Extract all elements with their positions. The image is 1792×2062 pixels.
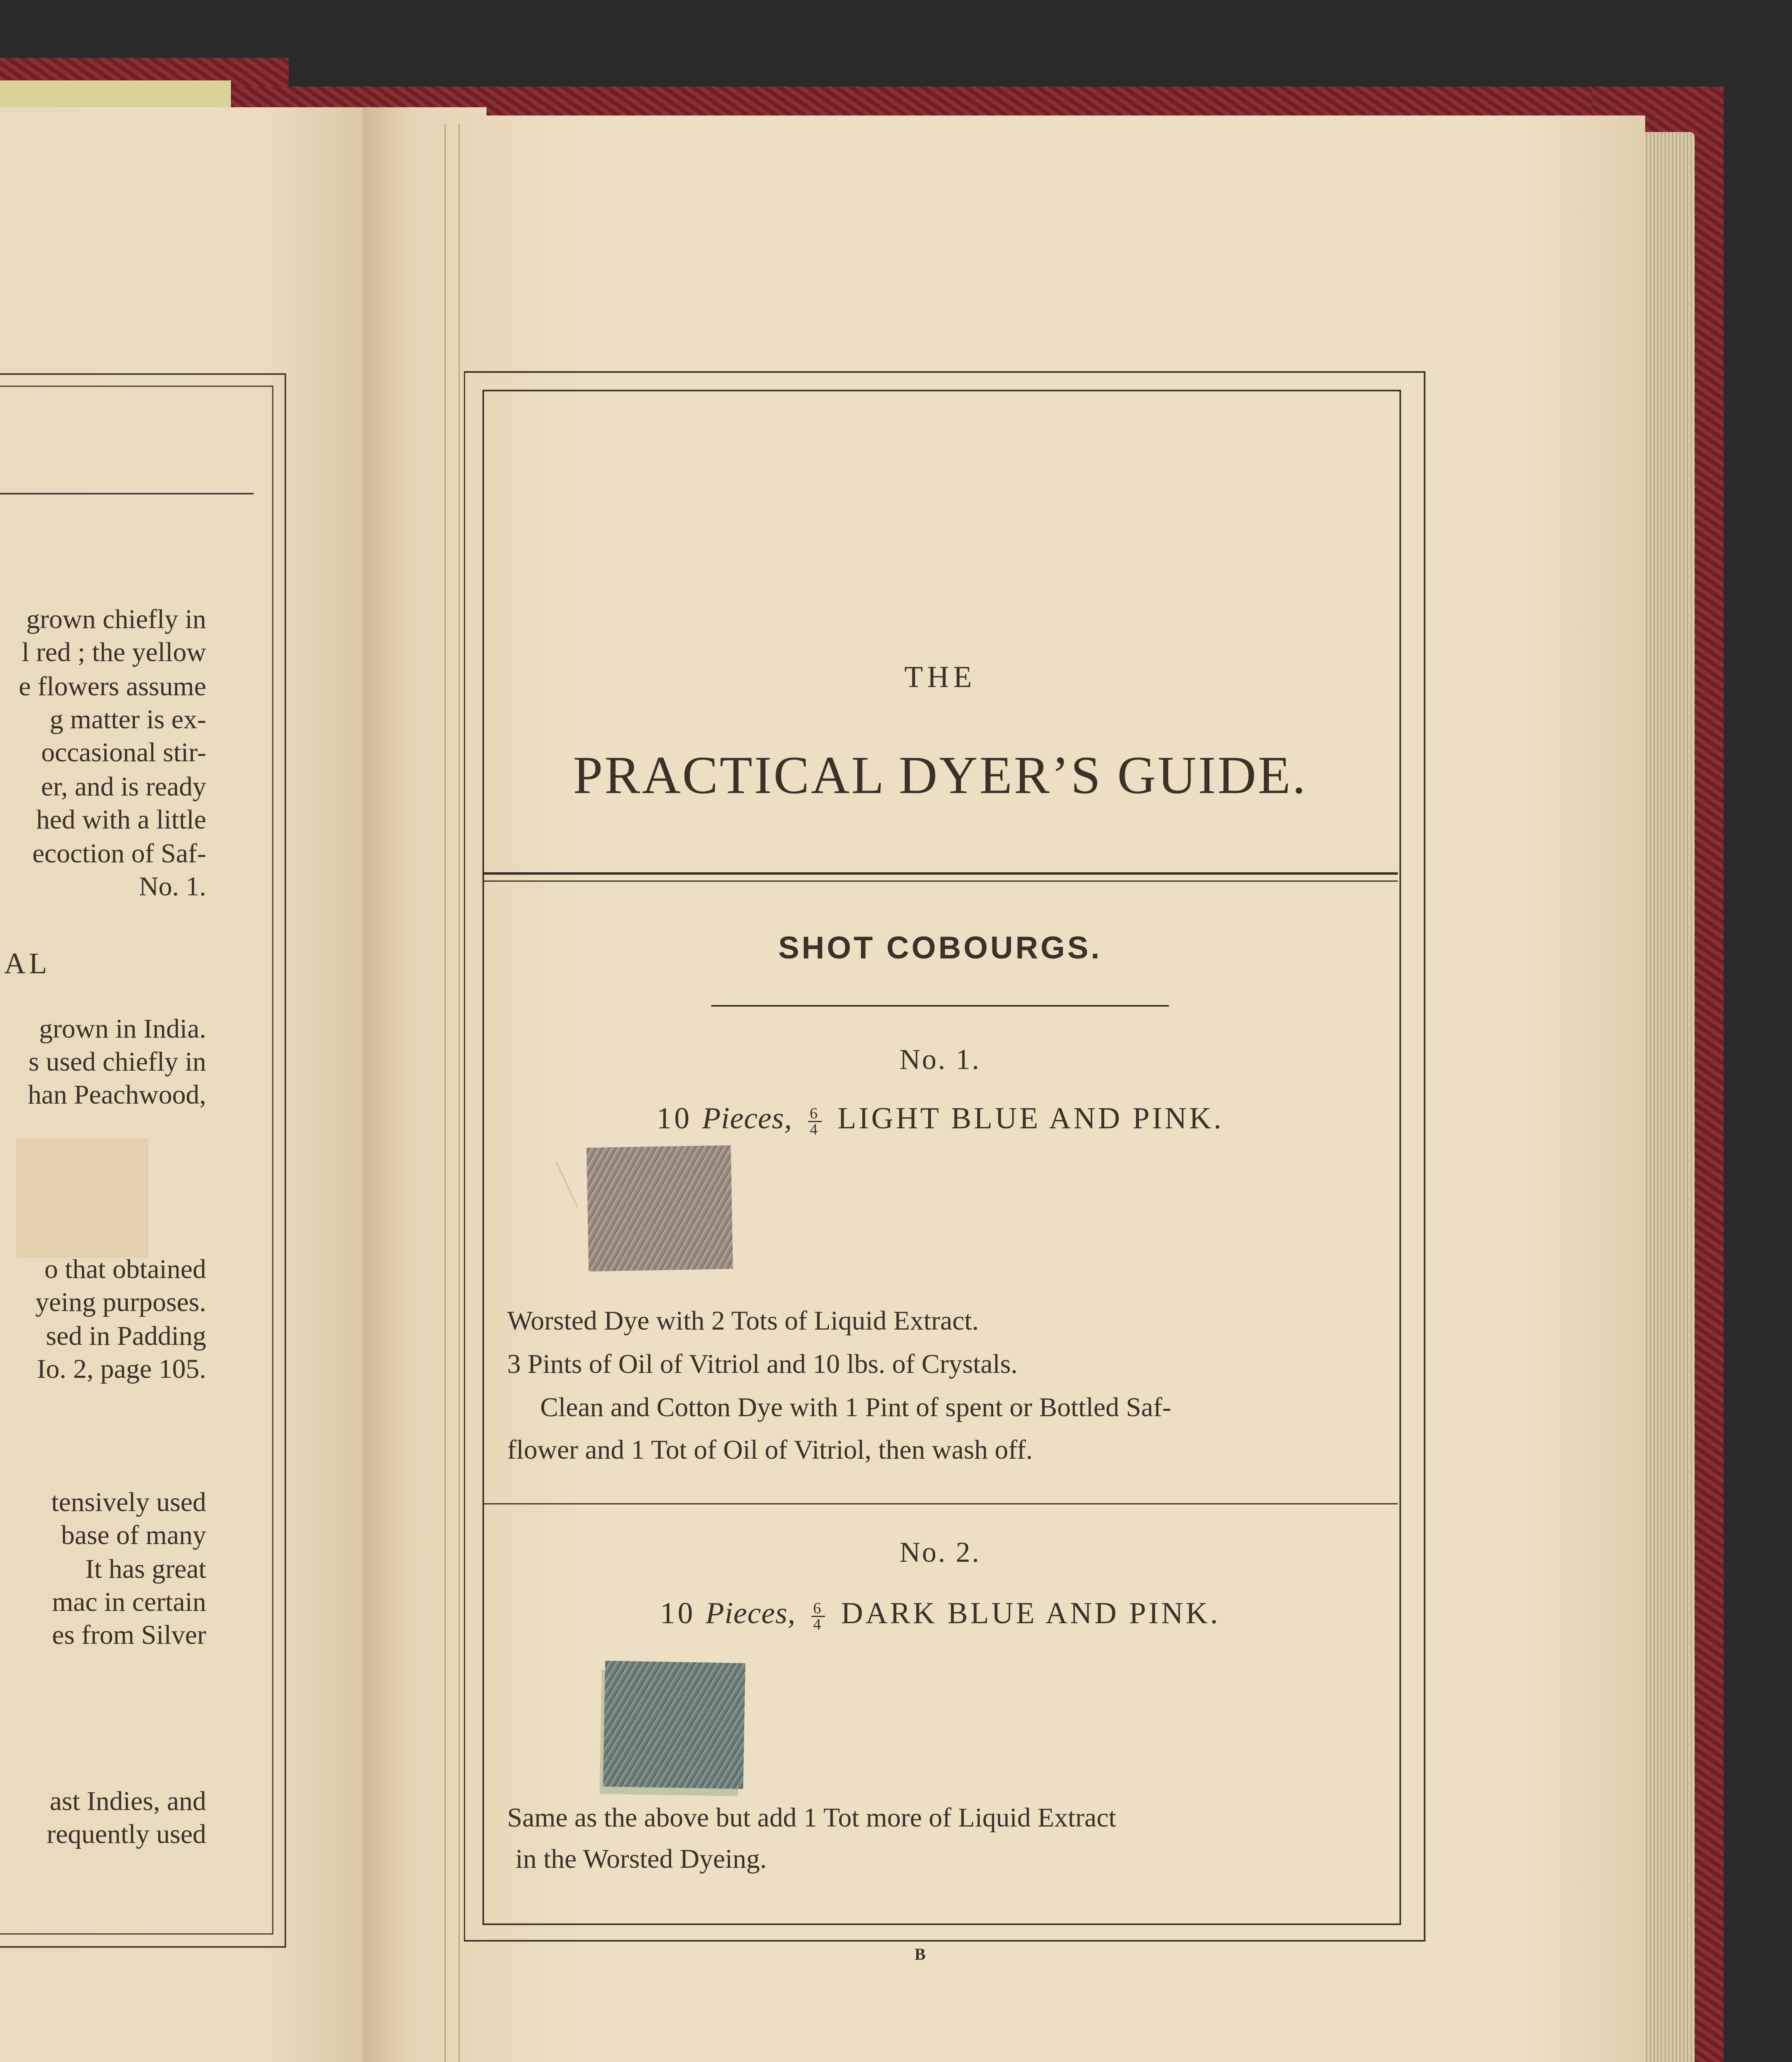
fraction-denominator: 4 (809, 1120, 820, 1138)
left-page-line: han Peachwood, (28, 1080, 206, 1110)
recipe-line: in the Worsted Dyeing. (515, 1844, 767, 1874)
entry-heading (482, 1101, 1398, 1137)
gutter-line (459, 124, 460, 2062)
left-page-line: Io. 2, page 105. (37, 1354, 206, 1384)
left-page-line: s used chiefly in (28, 1047, 206, 1077)
left-page-line: ecoction of Saf- (32, 838, 206, 869)
signature-mark: B (915, 1945, 926, 1963)
recipe-line: Worsted Dye with 2 Tots of Liquid Extract. (507, 1306, 979, 1336)
recipe-line: Clean and Cotton Dye with 1 Pint of spent or Bottled Saf- (540, 1392, 1171, 1422)
left-page-line: sed in Padding (46, 1321, 206, 1351)
entry-divider (482, 1503, 1398, 1504)
color-description: LIGHT BLUE AND PINK. (837, 1102, 1224, 1135)
pieces-word: Pieces, (706, 1596, 796, 1630)
width-fraction (808, 1106, 822, 1137)
left-page-head-rule (0, 493, 254, 494)
gutter-line (444, 124, 446, 2062)
left-page-line: It has great (85, 1554, 206, 1584)
pieces-word: Pieces, (702, 1102, 793, 1135)
endpaper-strip (0, 80, 231, 109)
fabric-swatch-light-blue-pink (586, 1145, 733, 1271)
section-heading: SHOT COBOURGS. (778, 930, 1102, 965)
section-rule (711, 1005, 1169, 1007)
left-page-line: er, and is ready (41, 772, 206, 802)
book-title: PRACTICAL DYER’S GUIDE. (573, 746, 1308, 805)
left-page-line: base of many (61, 1520, 206, 1550)
left-page-line: occasional stir- (41, 737, 206, 767)
left-page-line: yeing purposes. (35, 1287, 206, 1317)
recipe-line: Same as the above but add 1 Tot more of Liquid Extract (507, 1803, 1116, 1833)
title-rule-bottom (482, 880, 1398, 882)
fraction-numerator: 6 (808, 1106, 822, 1122)
width-fraction (811, 1601, 825, 1632)
entry-number: No. 1. (899, 1044, 981, 1076)
entry-heading (482, 1596, 1398, 1632)
left-page-line: mac in certain (52, 1587, 206, 1617)
title-rule-top (482, 872, 1398, 875)
entry-number: No. 2. (899, 1537, 981, 1568)
left-page-line: g matter is ex- (49, 704, 206, 734)
left-page-line: hed with a little (36, 805, 206, 835)
left-page-line: requently used (47, 1819, 206, 1849)
left-page-line: No. 1. (139, 871, 206, 902)
left-page-line: tensively used (51, 1487, 206, 1517)
left-page-line: grown chiefly in (26, 604, 206, 634)
left-page-line: e flowers assume (19, 671, 206, 701)
fraction-numerator: 6 (811, 1601, 825, 1617)
left-page-line: grown in India. (39, 1014, 206, 1044)
left-page-line: l red ; the yellow (21, 637, 206, 667)
left-page-heading: AL (4, 947, 50, 980)
left-page-line: ast Indies, and (49, 1786, 206, 1816)
color-description: DARK BLUE AND PINK. (841, 1596, 1221, 1630)
fraction-denominator: 4 (813, 1615, 824, 1633)
piece-count: 10 (660, 1596, 696, 1630)
recipe-line: flower and 1 Tot of Oil of Vitriol, then wash off. (507, 1435, 1033, 1465)
fabric-swatch-dark-blue-pink (603, 1661, 745, 1789)
title-the: THE (904, 660, 976, 694)
left-page-line: es from Silver (52, 1620, 206, 1650)
recipe-line: 3 Pints of Oil of Vitriol and 10 lbs. of Crystals. (507, 1349, 1018, 1379)
left-page-line: o that obtained (44, 1254, 206, 1284)
piece-count: 10 (656, 1102, 692, 1135)
